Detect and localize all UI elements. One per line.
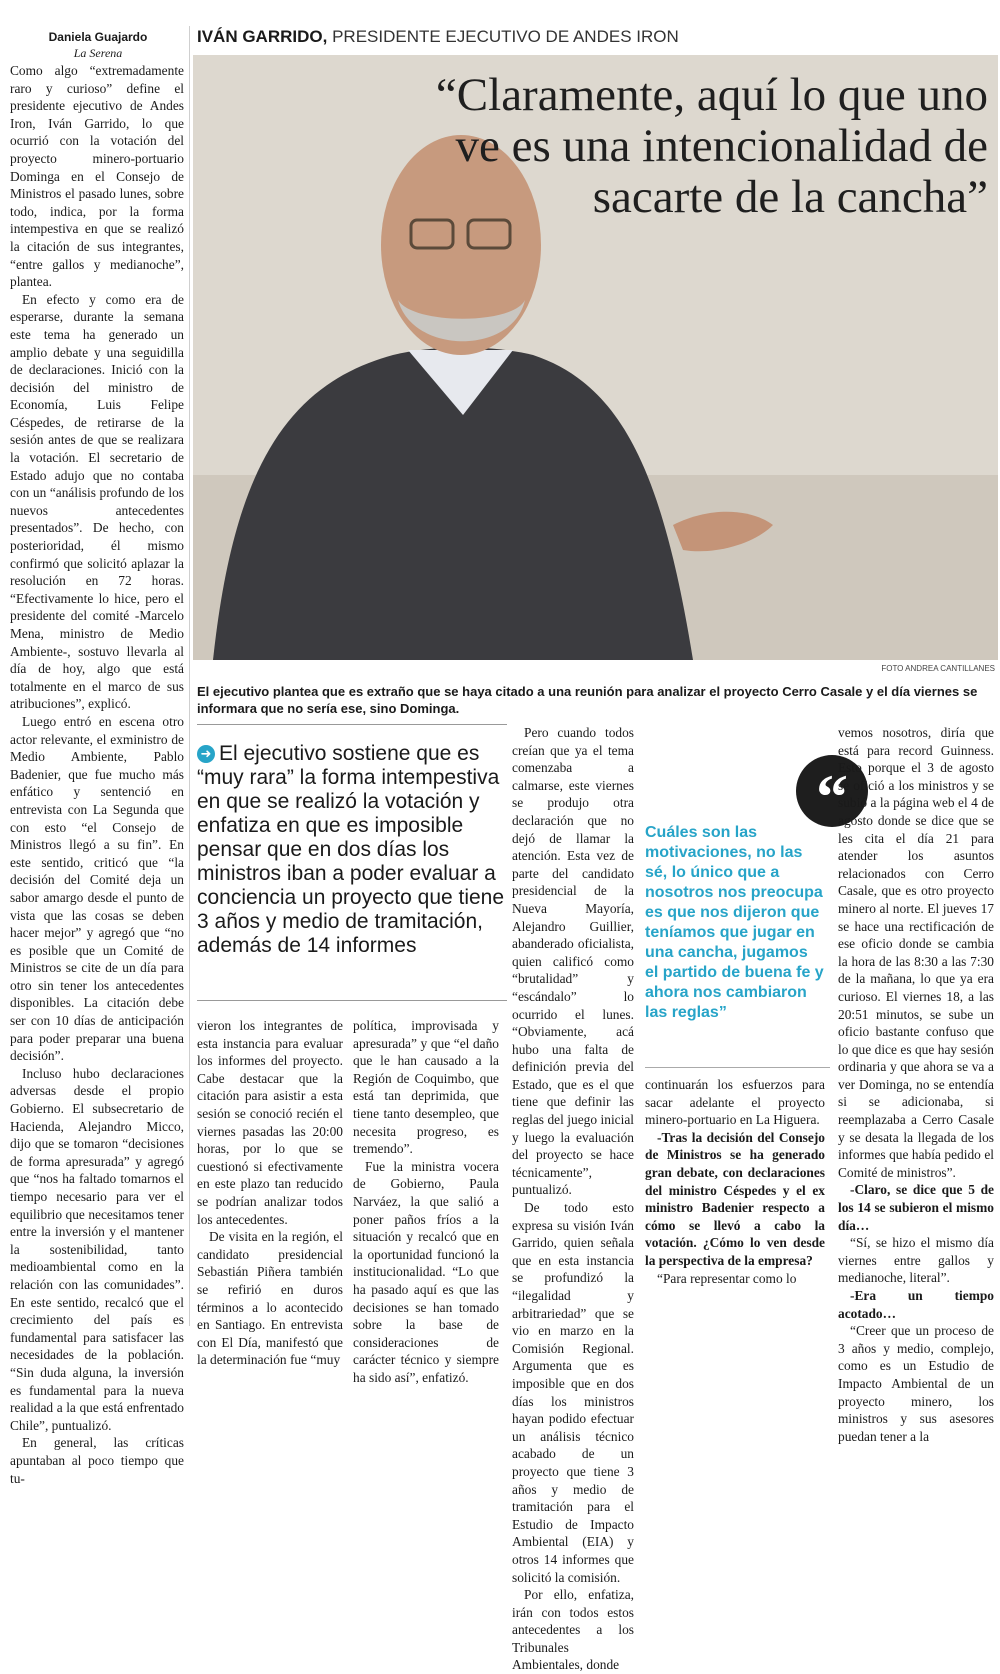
author-location: La Serena: [73, 46, 123, 60]
paragraph: En general, las críticas apuntaban al poco tiempo que tu-: [10, 1435, 184, 1486]
paragraph: “Para representar como lo: [657, 1270, 797, 1286]
paragraph: De visita en la región, el candidato presidencial Sebastián Piñera también se refirió en duros términos a lo acontecido en Santiago. En entrevista con El Día, manifestó que la determinación fue “muy: [197, 1229, 343, 1368]
paragraph: “Sí, se hizo el mismo día viernes entre gallos y medianoche, literal”.: [838, 1235, 994, 1286]
interviewee-role: PRESIDENTE EJECUTIVO DE ANDES IRON: [332, 27, 679, 46]
photo-caption: El ejecutivo plantea que es extraño que se haya citado a una reunión para analizar el proyecto Cerro Casale y el día viernes se informara que no sería ese, sino Dominga.: [197, 684, 978, 716]
quote-mark-icon: “: [796, 755, 868, 827]
paragraph: continuarán los esfuerzos para sacar adelante el proyecto minero-portuario en La Higuera.: [645, 1077, 825, 1128]
body-column-1: [10, 62, 184, 1487]
interview-question: -Claro, se dice que 5 de los 14 se subieron el mismo día…: [838, 1182, 994, 1233]
paragraph: De todo esto expresa su visión Iván Garrido, quien señala que en esta instancia se profundizó la “ilegalidad y arbitrariedad” que se vio en marzo en la Comisión Regional. Argumenta que es imposible que en dos días los ministros hayan podido efectuar un análisis técnico acabado de un proyecto que tiene 3 años y medio de tramitación para el Estudio de Impacto Ambiental (EIA) y otros 14 informes que solicitó la comisión.: [512, 1200, 634, 1585]
body-column-5: [645, 1076, 825, 1287]
paragraph: Luego entró en escena otro actor relevante, el exministro de Medio Ambiente, Pablo Badenier, que fue mucho más enfático y sentenció en entrevista con La Segunda que con esto “el Consejo de Ministros llegó a su fin”. En este sentido, criticó que “la decisión del Comité deja un sabor amargo desde el punto de vista que las cosas se deben hacer mejor” y agregó que “no es posible que un Comité de Ministros se cite de un día para otro sin tener los antecedentes disponibles. La citación debe ser con 10 días de anticipación para poder preparar una buena decisión”.: [10, 713, 184, 1064]
headline-quote: “Claramente, aquí lo que uno ve es una intencionalidad de sacarte de la cancha”: [435, 69, 988, 223]
paragraph: Fue la ministra vocera de Gobierno, Paula Narváez, la que salió a poner paños fríos a la situación y recalcó que en la oportunidad funcionó la institucionalidad. “Lo que ha pasado aquí es que las decisiones se han tomado sobre la base de consideraciones de carácter técnico y siempre ha sido así”, enfatizó.: [353, 1158, 499, 1385]
byline: [10, 30, 186, 61]
divider: [197, 724, 507, 725]
section-header: [197, 27, 997, 47]
interview-question: -Tras la decisión del Consejo de Ministros se ha generado gran debate, con declaraciones del ministro Céspedes y el ex ministro Badenier respecto a cómo se llevó a cabo la votación. ¿Cómo lo ven desde la perspectiva de la empresa?: [645, 1129, 825, 1268]
interviewee-name: IVÁN GARRIDO,: [197, 27, 328, 46]
body-column-6: [838, 724, 994, 1445]
paragraph: Por ello, enfatiza, irán con todos estos antecedentes a los Tribunales Ambientales, donde: [512, 1587, 634, 1673]
paragraph: vemos nosotros, diría que está para record Guinness. Esto porque el 3 de agosto se ofició a los ministros y se subió a la página web el 4 de agosto donde se dice que se les cita el día 21 para atender los asuntos relacionados con Cerro Casale, que es otro proyecto minero al norte. El jueves 17 se hace una rectificación de ese oficio donde se cambia la hora de las 8:30 a las 7:30 de la mañana, lo que ya era curioso. El viernes 18, a las 20:51 minutos, se sube un oficio bastante confuso que lo que dice es que hay sesión ordinaria y que ahora se va a ver Dominga, no se entendía si se adicionaba, si reemplazaba a Cerro Casale y se desata la llegada de los informes que había pedido el Comité de ministros”.: [838, 725, 994, 1180]
pull-quote-text: El ejecutivo sostiene que es “muy rara” la forma intempestiva en que se realizó la votación y enfatiza en que es imposible pensar que en dos días los ministros iban a poder evaluar a conciencia un proyecto que tiene 3 años y medio de tramitación, además de 14 informes: [197, 742, 505, 957]
body-column-4: [512, 724, 634, 1674]
paragraph: Como algo “extremadamente raro y curioso” define el presidente ejecutivo de Andes Iron, Iván Garrido, lo que ocurrió con la votación del proyecto minero-portuario Dominga en el Consejo de Ministros el pasado lunes, sobre todo, indica, por la forma intempestiva en que se realizó la citación de sus integrantes, “entre gallos y medianoche”, plantea.: [10, 63, 184, 290]
paragraph: vieron los integrantes de esta instancia para evaluar los informes del proyecto. Cabe destacar que la citación para asistir a esta sesión se conoció recién el viernes pasadas las 20:00 horas, por lo que se cuestionó si efectivamente en este plazo tan reducido se podrían analizar todos los antecedentes.: [197, 1018, 343, 1227]
body-column-3: [353, 1017, 499, 1386]
divider: [197, 1000, 507, 1001]
paragraph: Pero cuando todos creían que ya el tema comenzaba a calmarse, este viernes se produjo otra declaración que no dejó de llamar la atención. Esta vez de parte del candidato presidencial de la Nueva Mayoría, Alejandro Guillier, abanderado oficialista, quien calificó como “brutalidad” y “escándalo” lo ocurrido el lunes. “Obviamente, acá hubo una falta de definición previa del Estado, que es el que tiene que definir las reglas del juego inicial y luego la evaluación del proyecto se hace técnicamente”, puntualizó.: [512, 725, 634, 1198]
paragraph: “Creer que un proceso de 3 años y medio, complejo, como es un Estudio de Impacto Ambiental de un proyecto minero, los ministros y sus asesores puedan tener a la: [838, 1323, 994, 1444]
author-name: Daniela Guajardo: [48, 30, 148, 44]
divider: [645, 1067, 830, 1068]
paragraph: política, improvisada y apresurada” y que “el daño que le han causado a la Región de Coquimbo, que está tan deprimida, que tiene tanto desempleo, que necesita progreso, es tremendo”.: [353, 1018, 499, 1157]
arrow-right-icon: ➜: [197, 745, 215, 763]
interview-question: -Era un tiempo acotado…: [838, 1288, 994, 1321]
paragraph: En efecto y como era de esperarse, durante la semana este tema ha generado un amplio debate y una seguidilla de declaraciones. Inició con la decisión del ministro de Economía, Luis Felipe Céspedes, de retirarse de la sesión antes de que se realizara la votación. El secretario de Estado adujo que no contaba con un “análisis profundo de los nuevos antecedentes presentados”. De hecho, con posterioridad, él mismo confirmó que solicitó aplazar la resolución en 72 horas. “Efectivamente lo hice, pero el presidente del comité -Marcelo Mena, ministro de Medio Ambiente-, sostuvo llevarla al día de hoy, algo que está totalmente en el marco de sus atribuciones”, explicó.: [10, 291, 184, 712]
body-column-2: [197, 1017, 343, 1369]
highlight-quote: Cuáles son las motivaciones, no las sé, lo único que a nosotros nos preocupa es que nos dijeron que teníamos que jugar en una cancha, jugamos el partido de buena fe y ahora nos cambiaron las reglas”: [645, 824, 824, 1021]
column-divider: [189, 26, 190, 1326]
pull-quote: [197, 742, 507, 958]
photo-credit: FOTO ANDREA CANTILLANES: [881, 664, 995, 673]
paragraph: Incluso hubo declaraciones adversas desde el propio Gobierno. El subsecretario de Hacienda, Alejandro Micco, dijo que se tomaron “decisiones de forma apresurada” y agregó que “nos ha faltado tomarnos el tiempo necesario para ver el equilibrio que necesitamos tener entre la inversión y el mantener la sostenibilidad, tanto medioambiental como en la relación con las comunidades”. En este sentido, recalcó que el crecimiento del país es fundamental para satisfacer las necesidades de la población. “Sin duda alguna, la inversión es fundamental para la nueva realidad a la que está enfrentado Chile”, puntualizó.: [10, 1065, 184, 1433]
